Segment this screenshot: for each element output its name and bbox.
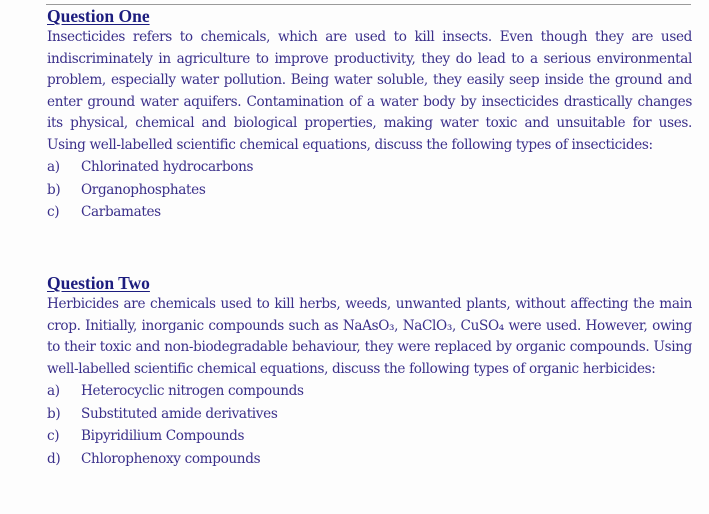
list-item-letter: c) (47, 428, 60, 444)
question-two-heading: Question Two (47, 273, 150, 293)
question-one-paragraph: Insecticides refers to chemicals, which are used to kill insects. Even though they are used indiscriminately in agriculture to improve productivity, they do lead to a serious environmental problem, especially water pollution. Being water soluble, they easily seep inside the ground and enter ground water aquifers. Contamination of a water body by insecticides drastically changes its physical, chemical and biological properties, making water toxic and unsuitable for uses. Using well-labelled scientific chemical equations, discuss the following types of insecticides: (47, 29, 692, 153)
list-item-letter: a) (47, 383, 60, 399)
list-item-text: Bipyridilium Compounds (81, 428, 245, 444)
list-item-text: Carbamates (81, 204, 161, 220)
list-item (47, 156, 692, 179)
question-two-paragraph: Herbicides are chemicals used to kill herbs, weeds, unwanted plants, without affecting the main crop. Initially, inorganic compounds such as NaAsO₃, NaClO₃, CuSO₄ were used. However, owing to their toxic and non-biodegradable behaviour, they were replaced by organic compounds. Using well-labelled scientific chemical equations, discuss the following types of organic herbicides: (47, 296, 692, 377)
list-item-text: Substituted amide derivatives (81, 405, 278, 422)
list-item (47, 201, 692, 224)
list-item (47, 448, 692, 471)
list-item-letter: c) (47, 204, 60, 220)
question-two-section (47, 273, 692, 470)
list-item-text: Organophosphates (81, 181, 206, 198)
list-item-text: Chlorophenoxy compounds (81, 450, 261, 467)
insecticide-types-list (47, 156, 692, 224)
list-item-text: Chlorinated hydrocarbons (81, 159, 254, 175)
list-item-letter: b) (47, 181, 61, 198)
list-item (47, 403, 692, 426)
question-one-section (47, 6, 692, 224)
question-one-heading: Question One (47, 6, 150, 26)
list-item (47, 425, 692, 448)
list-item-text: Heterocyclic nitrogen compounds (81, 383, 304, 399)
list-item-letter: b) (47, 405, 61, 422)
list-item (47, 179, 692, 202)
list-item (47, 380, 692, 403)
top-divider (46, 4, 691, 5)
list-item-letter: a) (47, 159, 60, 175)
list-item-letter: d) (47, 450, 61, 467)
herbicide-types-list (47, 380, 692, 470)
